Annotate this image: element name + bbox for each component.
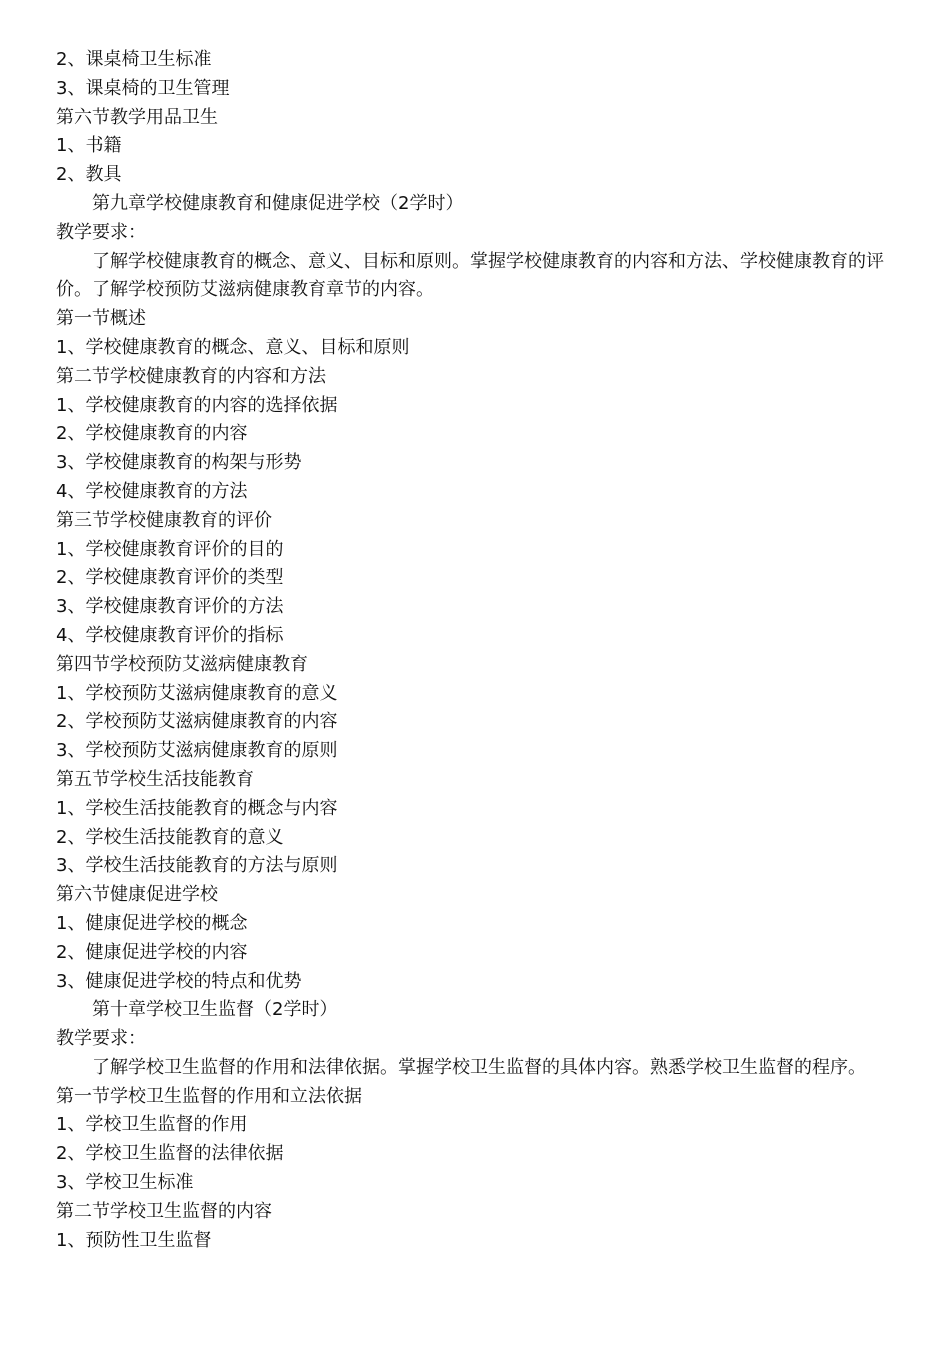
outline-line: 3、学校健康教育的构架与形势	[56, 452, 302, 474]
outline-line: 1、预防性卫生监督	[56, 1229, 212, 1251]
outline-line: 3、学校预防艾滋病健康教育的原则	[56, 740, 338, 762]
outline-line: 3、健康促进学校的特点和优势	[56, 970, 302, 992]
section-heading: 第二节学校卫生监督的内容	[56, 1200, 272, 1222]
outline-line: 1、学校健康教育的概念、意义、目标和原则	[56, 336, 410, 358]
section-heading: 第四节学校预防艾滋病健康教育	[56, 653, 308, 675]
section-heading: 第五节学校生活技能教育	[56, 768, 254, 790]
outline-line: 3、学校健康教育评价的方法	[56, 596, 284, 618]
outline-line: 3、学校卫生标准	[56, 1172, 194, 1194]
outline-line: 1、学校卫生监督的作用	[56, 1114, 248, 1136]
outline-line: 1、学校生活技能教育的概念与内容	[56, 797, 338, 819]
outline-line: 1、学校健康教育评价的目的	[56, 538, 284, 560]
chapter-10-requirements-text: 了解学校卫生监督的作用和法律依据。掌握学校卫生监督的具体内容。熟悉学校卫生监督的程序。	[92, 1056, 866, 1078]
chapter-9-title: 第九章学校健康教育和健康促进学校（2学时）	[92, 192, 464, 214]
outline-line: 2、健康促进学校的内容	[56, 941, 248, 963]
section-heading: 第一节学校卫生监督的作用和立法依据	[56, 1085, 362, 1107]
outline-line: 2、学校健康教育评价的类型	[56, 567, 284, 589]
chapter-9-requirements-text: 了解学校健康教育的概念、意义、目标和原则。掌握学校健康教育的内容和方法、学校健康教育的评价。了解学校预防艾滋病健康教育章节的内容。	[56, 250, 884, 301]
outline-line: 2、学校健康教育的内容	[56, 423, 248, 445]
outline-line: 3、学校生活技能教育的方法与原则	[56, 855, 338, 877]
section-heading: 第六节健康促进学校	[56, 884, 218, 906]
outline-line: 2、学校卫生监督的法律依据	[56, 1143, 284, 1165]
chapter-10-title: 第十章学校卫生监督（2学时）	[92, 999, 338, 1021]
outline-line: 1、书籍	[56, 135, 122, 157]
section-heading: 第一节概述	[56, 308, 146, 330]
outline-line: 1、健康促进学校的概念	[56, 912, 248, 934]
outline-line: 1、学校健康教育的内容的选择依据	[56, 394, 338, 416]
chapter-10-requirements-label: 教学要求：	[56, 1028, 146, 1050]
outline-line: 3、课桌椅的卫生管理	[56, 77, 230, 99]
document-page	[56, 46, 888, 1255]
section-heading: 第六节教学用品卫生	[56, 106, 218, 128]
chapter-9-requirements-label: 教学要求：	[56, 221, 146, 243]
section-heading: 第三节学校健康教育的评价	[56, 509, 272, 531]
outline-line: 2、学校预防艾滋病健康教育的内容	[56, 711, 338, 733]
outline-line: 1、学校预防艾滋病健康教育的意义	[56, 682, 338, 704]
outline-line: 2、学校生活技能教育的意义	[56, 826, 284, 848]
outline-line: 4、学校健康教育评价的指标	[56, 624, 284, 646]
outline-line: 4、学校健康教育的方法	[56, 480, 248, 502]
section-heading: 第二节学校健康教育的内容和方法	[56, 365, 326, 387]
outline-line: 2、教具	[56, 164, 122, 186]
outline-line: 2、课桌椅卫生标准	[56, 49, 212, 70]
